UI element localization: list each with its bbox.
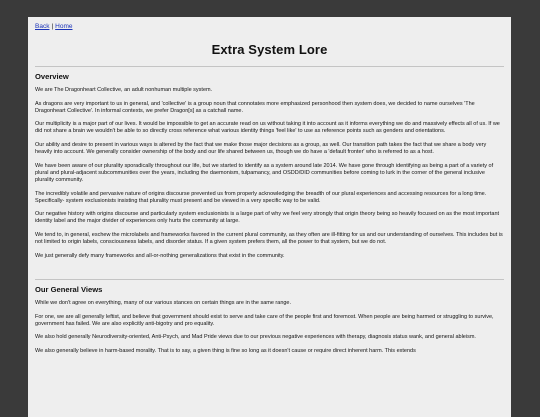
paragraph: While we don't agree on everything, many of our various stances on certain things are in the same range. — [35, 300, 292, 307]
section-general-views — [35, 285, 504, 355]
section-heading: Overview — [35, 72, 69, 81]
paragraph: Our ability and desire to present in various ways is altered by the fact that we make those major decisions as a group, as well. Our transition path takes the fact that we share a body very heavily into account. We generally consider ownership of the body and our life shared between us, though we do have a 'default fronter' who is referred to as a host. — [35, 141, 487, 156]
paragraph: Our multiplicity is a major part of our lives. It would be impossible to get an accurate read on us without taking it into account as it informs everything we do and massively effects all of us. If we did not share a brain we wouldn't be able to so directly cross reference what various identity things 'feel like' to use as reference points such as genders and orientations. — [35, 121, 500, 135]
home-link[interactable]: Home — [55, 23, 73, 30]
paragraph: The incredibly volatile and pervasive nature of origins discourse prevented us from properly acknowledging the breadth of our plural experiences and accessing resources for a long time. Specifically- system exclusionists insisting that plurality must present and be viewed in a very specific way to be valid. — [35, 190, 487, 204]
paragraph: For one, we are all generally leftist, and believe that government should exist to serve and take care of the people first and foremost. When people are being harmed or struggling to survive, government has failed. We are also explicitly anti-bigotry and pro equality. — [35, 313, 494, 327]
paragraph: We are The Dragonheart Collective, an adult nonhuman multiple system. — [35, 87, 213, 93]
section-overview — [35, 72, 504, 260]
back-link[interactable]: Back — [35, 23, 50, 30]
paragraph: Our negative history with origins discourse and particularly system exclusionists is a large part of why we feel very strongly that origin theory being so heavily focused on as the most important identity label and the major divider of experiences only hurts the community at large. — [35, 211, 500, 225]
section-heading: Our General Views — [35, 285, 103, 295]
paragraph: We tend to, in general, eschew the microlabels and frameworks favored in the current plural community, as they often are ill-fitting for us and our understanding of ourselves. This includes but is not limited to origin labels, consciousness labels, and disorder status. If a given system prefers them, all the power to that system, but we do not. — [35, 231, 503, 246]
paragraph: We also generally believe in harm-based morality. That is to say, a given thing is fine so long as it doesn't cause or require direct inherent harm. This extends — [35, 347, 416, 354]
paragraph: We have been aware of our plurality sporadically throughout our life, but we started to identify as a system around late 2014. We have gone through identifying as being a part of a variety of plural and plural-adjacent subcommunities over the years, including the daemonism, tulpamancy, and OSDD/DID communities before coming to lurk in the corner of the general inclusive plurality community. — [35, 162, 494, 184]
nav-separator: | — [51, 23, 54, 30]
paragraph: We also hold generally Neurodiversity-oriented, Anti-Psych, and Mad Pride views due to our previous negative experiences with therapy, diagnosis status wank, and general ableism. — [35, 334, 476, 341]
top-nav — [35, 22, 504, 31]
paragraph: We just generally defy many frameworks and all-or-nothing generalizations that exist in the community. — [35, 252, 285, 259]
paragraph: As dragons are very important to us in general, and 'collective' is a group noun that connotates more emphasized personhood then system does, we decided to name ourselves 'The Dragonheart Collective'. In informal contexts, we prefer Dragon[s] as a catchall name. — [35, 100, 475, 114]
section-spacer — [35, 266, 504, 279]
section-divider — [35, 279, 504, 280]
page-title: Extra System Lore — [211, 42, 328, 57]
content-page — [28, 17, 511, 417]
title-divider — [35, 66, 504, 67]
